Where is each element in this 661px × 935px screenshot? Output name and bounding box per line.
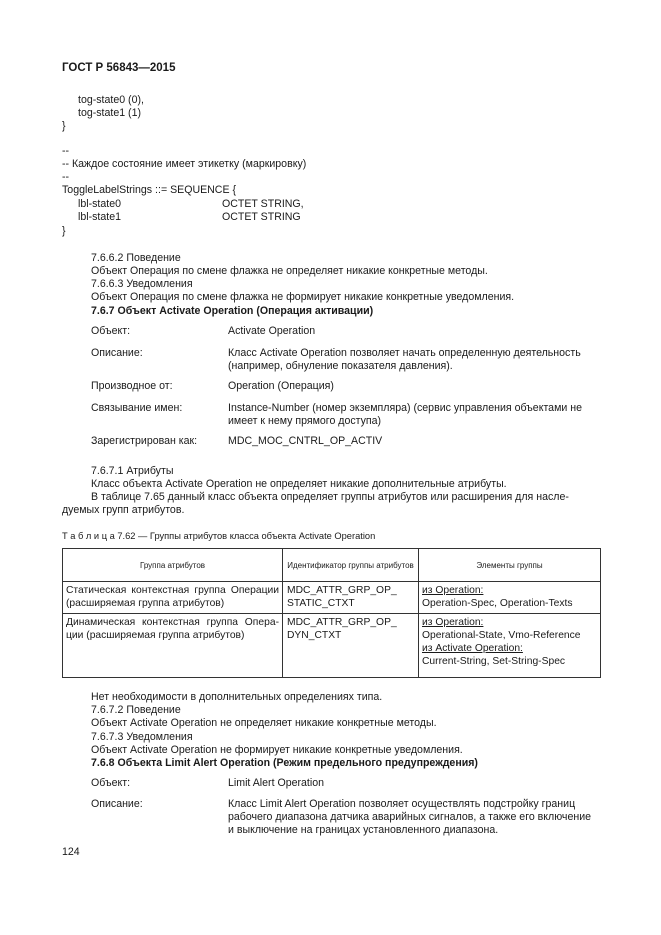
code-line: } — [62, 120, 66, 132]
table-caption: Т а б л и ц а 7.62 — Группы атрибутов класса объекта Activate Operation — [62, 531, 376, 541]
definition-value: Operation (Операция) — [228, 380, 334, 392]
section-heading: 7.6.6.3 Уведомления — [91, 278, 193, 290]
section-heading: 7.6.7 Объект Activate Operation (Операция активации) — [91, 305, 374, 317]
column-header: Группа атрибутов — [63, 549, 283, 582]
paragraph: В таблице 7.65 данный класс объекта определяет группы атрибутов или расширения для насле- — [91, 491, 569, 503]
code-line: -- — [62, 145, 70, 157]
element-list: Current-String, Set-String-Spec — [422, 656, 566, 667]
code-line: -- Каждое состояние имеет этикетку (маркировку) — [62, 158, 307, 170]
id-cell — [283, 614, 419, 678]
id-line: MDC_ATTR_GRP_OP_ — [287, 617, 397, 628]
element-list: Operation-Spec, Operation-Texts — [422, 598, 573, 609]
paragraph: Объект Activate Operation не формирует никакие конкретные уведомления. — [91, 744, 463, 756]
group-cell: Статическая контекстная группа Операции (расширяемая группа атрибутов) — [63, 582, 283, 614]
id-cell — [283, 582, 419, 614]
table-row — [63, 582, 601, 614]
code-line: tog-state1 (1) — [78, 107, 142, 119]
definition-value: Instance-Number (номер экземпляра) (сервис управления объектами не — [228, 402, 582, 414]
document-header: ГОСТ Р 56843—2015 — [62, 62, 176, 74]
code-field-type: OCTET STRING, — [222, 198, 304, 210]
id-line: MDC_ATTR_GRP_OP_ — [287, 585, 397, 596]
paragraph: дуемых групп атрибутов. — [62, 504, 185, 516]
elements-cell — [419, 582, 601, 614]
column-header: Идентификатор группы атрибутов — [283, 549, 419, 582]
definition-value: Limit Alert Operation — [228, 777, 324, 789]
code-field-type: OCTET STRING — [222, 211, 301, 223]
column-header: Элементы группы — [419, 549, 601, 582]
definition-value: (например, обнуление показателя давления). — [228, 360, 453, 372]
elements-cell — [419, 614, 601, 678]
code-line: tog-state0 (0), — [78, 94, 144, 106]
element-source: из Operation: — [422, 617, 484, 628]
section-heading: 7.6.8 Объекта Limit Alert Operation (Режим предельного предупреждения) — [91, 757, 478, 769]
definition-label: Объект: — [91, 325, 131, 337]
paragraph: Нет необходимости в дополнительных определениях типа. — [91, 691, 383, 703]
definition-label: Связывание имен: — [91, 402, 183, 414]
code-line: -- — [62, 171, 70, 183]
definition-label: Зарегистрирован как: — [91, 435, 198, 447]
definition-value: имеет к нему прямого доступа) — [228, 415, 382, 427]
section-heading: 7.6.7.2 Поведение — [91, 704, 181, 716]
paragraph: Объект Операция по смене флажка не формирует никакие конкретные уведомления. — [91, 291, 515, 303]
definition-value: Класс Limit Alert Operation позволяет осуществлять подстройку границ — [228, 798, 576, 810]
element-list: Operational-State, Vmo-Reference — [422, 630, 581, 641]
definition-value: MDC_MOC_CNTRL_OP_ACTIV — [228, 435, 383, 447]
element-source: из Operation: — [422, 585, 484, 596]
id-line: DYN_CTXT — [287, 630, 342, 641]
definition-label: Описание: — [91, 798, 143, 810]
id-line: STATIC_CTXT — [287, 598, 355, 609]
code-line: ToggleLabelStrings ::= SEQUENCE { — [62, 184, 237, 196]
definition-value: и выключение на границах установленного диапазона. — [228, 824, 499, 836]
definition-label: Описание: — [91, 347, 143, 359]
page-number: 124 — [62, 846, 80, 858]
attribute-groups-table — [62, 548, 601, 678]
section-heading: 7.6.7.1 Атрибуты — [91, 465, 174, 477]
definition-value: рабочего диапазона датчика аварийных сигналов, а также его включение — [228, 811, 592, 823]
definition-value: Activate Operation — [228, 325, 316, 337]
code-line: } — [62, 225, 66, 237]
definition-label: Объект: — [91, 777, 131, 789]
paragraph: Объект Операция по смене флажка не определяет никакие конкретные методы. — [91, 265, 488, 277]
section-heading: 7.6.6.2 Поведение — [91, 252, 181, 264]
section-heading: 7.6.7.3 Уведомления — [91, 731, 193, 743]
code-field-name: lbl-state1 — [78, 211, 121, 223]
code-field-name: lbl-state0 — [78, 198, 121, 210]
table-header-row — [63, 549, 601, 582]
definition-label: Производное от: — [91, 380, 173, 392]
paragraph: Объект Activate Operation не определяет никакие конкретные методы. — [91, 717, 437, 729]
element-source: из Activate Operation: — [422, 643, 523, 654]
table-row — [63, 614, 601, 678]
paragraph: Класс объекта Activate Operation не определяет никакие дополнительные атрибуты. — [91, 478, 507, 490]
definition-value: Класс Activate Operation позволяет начать определенную деятельность — [228, 347, 581, 359]
group-cell: Динамическая контекстная группа Опера-ции (расширяемая группа атрибутов) — [63, 614, 283, 678]
